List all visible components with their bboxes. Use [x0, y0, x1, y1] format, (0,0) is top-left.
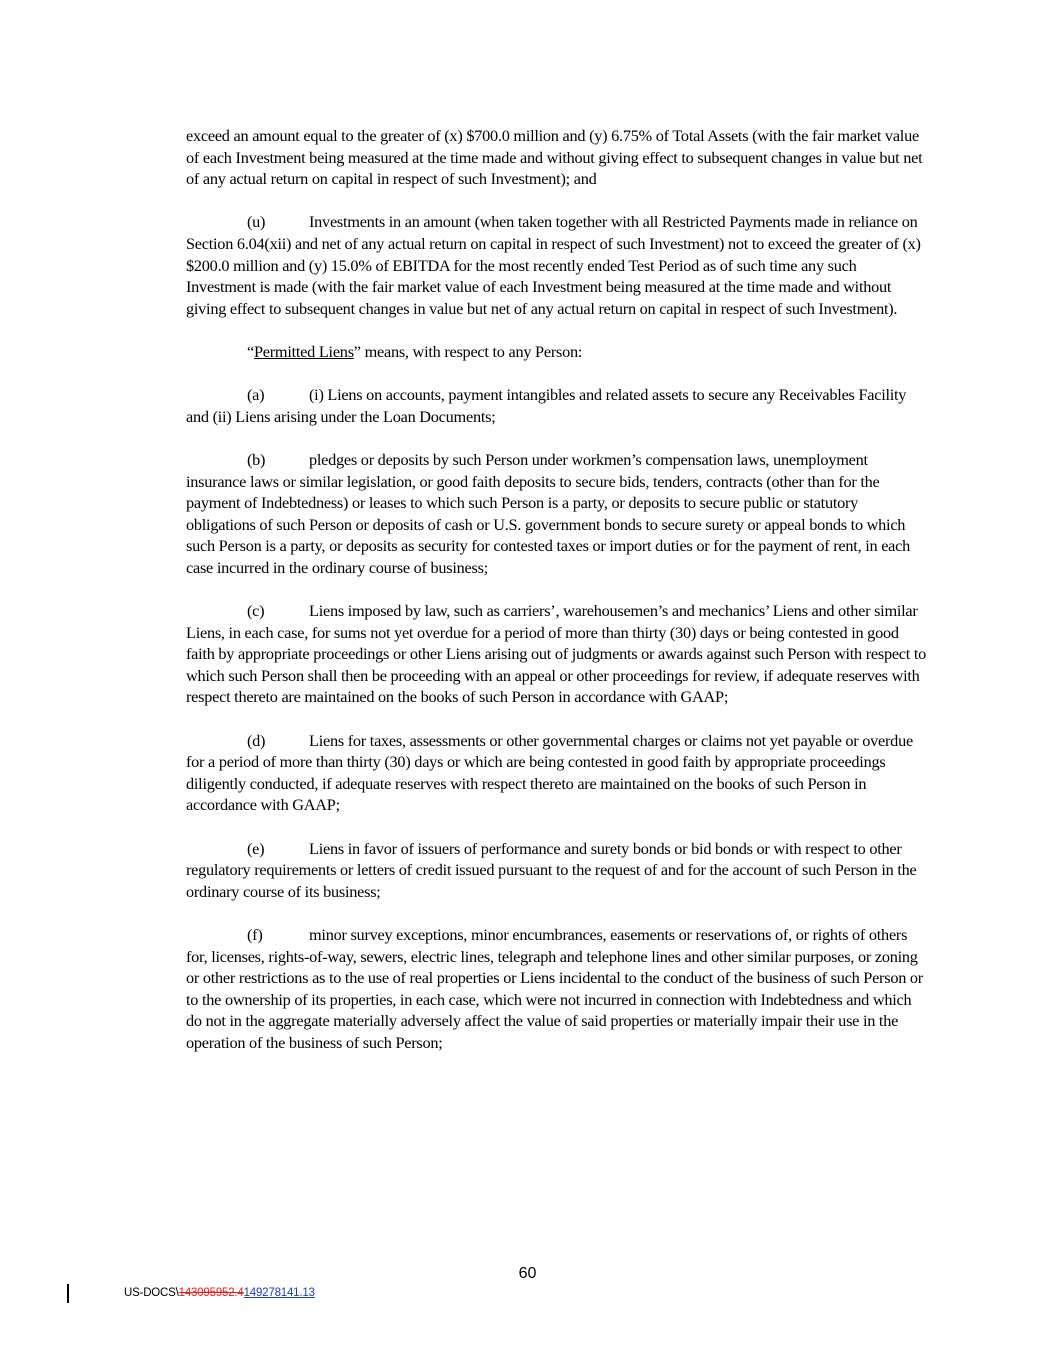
clause-e-text: Liens in favor of issuers of performance and surety bonds or bid bonds or with respect to other regulatory requirements or letters of credit issued pursuant to the request of and for the account of such Person in the ordinary course of its business; [186, 838, 917, 901]
clause-c-label: (c) [247, 601, 265, 621]
clause-b-label: (b) [247, 449, 266, 469]
revision-change-bar [67, 1284, 69, 1303]
clause-b-text: pledges or deposits by such Person under workmen’s compensation laws, unemployment insurance laws or similar legislation, or good faith deposits to secure bids, tenders, contracts (other than for the payment of Indebtedness) or leases to which such Person is a party, or deposits to secure public or statutory obligations of such Person or deposits of cash or U.S. government bonds to secure surety or appeal bonds to which such Person is a party, or deposits as security for contested taxes or import duties or for the payment of rent, in each case incurred in the ordinary course of business; [186, 449, 911, 577]
open-quote: “ [247, 341, 254, 361]
clause-f-paragraph [186, 924, 928, 1054]
clause-a-text: (i) Liens on accounts, payment intangibles and related assets to secure any Receivables Facility and (ii) Liens arising under the Loan Documents; [186, 385, 907, 426]
clause-d-paragraph [186, 730, 928, 816]
footer-document-id [124, 1287, 315, 1299]
page-body [186, 125, 928, 1054]
clause-a-paragraph [186, 384, 928, 427]
clause-u-paragraph [186, 211, 928, 319]
clause-c-text: Liens imposed by law, such as carriers’, warehousemen’s and mechanics’ Liens and other similar Liens, in each case, for sums not yet overdue for a period of more than thirty (30) days or being contested in good faith by appropriate proceedings or other Liens arising out of judgments or awards against such Person with respect to which such Person shall then be proceeding with an appeal or other proceedings for review, if adequate reserves with respect thereto are maintained on the books of such Person in accordance with GAAP; [186, 601, 927, 707]
definition-rest: ” means, with respect to any Person: [353, 341, 583, 361]
clause-e-paragraph [186, 838, 928, 903]
clause-d-text: Liens for taxes, assessments or other governmental charges or claims not yet payable or overdue for a period of more than thirty (30) days or which are being contested in good faith by appropriate proceedings diligently conducted, if adequate reserves with respect thereto are maintained on the books of such Person in accordance with GAAP; [186, 730, 913, 815]
clause-f-text: minor survey exceptions, minor encumbrances, easements or reservations of, or rights of others for, licenses, rights-of-way, sewers, electric lines, telegraph and telephone lines and other similar purposes, or zoning or other restrictions as to the use of real properties or Liens incidental to the conduct of the business of such Person or to the ownership of its properties, in each case, which were not incurred in connection with Indebtedness and which do not in the aggregate materially adversely affect the value of said properties or materially impair their use in the operation of the business of such Person; [186, 924, 923, 1052]
footer-docid-deleted: 143095952.4 [178, 1287, 244, 1299]
clause-e-label: (e) [247, 838, 265, 858]
clause-c-paragraph [186, 600, 928, 708]
defined-term-permitted-liens: Permitted Liens [253, 341, 354, 361]
clause-a-label: (a) [247, 385, 265, 405]
permitted-liens-definition [186, 341, 928, 363]
clause-f-label: (f) [247, 924, 263, 944]
clause-u-label: (u) [247, 212, 266, 232]
footer-docid-inserted: 149278141.13 [243, 1287, 315, 1299]
clause-d-label: (d) [247, 730, 266, 750]
clause-b-paragraph [186, 449, 928, 579]
page-number: 60 [518, 1265, 537, 1282]
clause-u-text: Investments in an amount (when taken together with all Restricted Payments made in reliance on Section 6.04(xii) and net of any actual return on capital in respect of such Investment) not to exceed the greater of (x) $200.0 million and (y) 15.0% of EBITDA for the most recently ended Test Period as of such time any such Investment is made (with the fair market value of each Investment being measured at the time made and without giving effect to subsequent changes in value but net of any actual return on capital in respect of such Investment). [186, 212, 921, 318]
footer-docid-prefix: US-DOCS\ [124, 1287, 179, 1299]
continuation-paragraph: exceed an amount equal to the greater of (x) $700.0 million and (y) 6.75% of Total Assets (with the fair market value of each Investment being measured at the time made and without giving effect to subsequent changes in value but net of any actual return on capital in respect of such Investment); and [186, 126, 923, 189]
